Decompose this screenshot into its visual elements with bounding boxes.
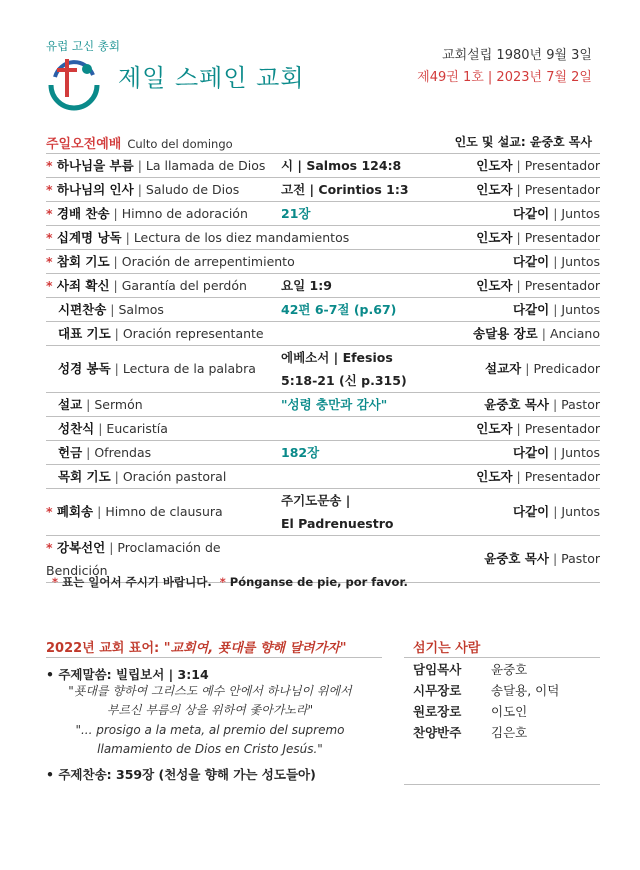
item-role: 윤중호 목사 | Pastor	[484, 397, 600, 412]
service-title-es: Culto del domingo	[127, 137, 233, 151]
theme-hymn: • 주제찬송: 359장 (천성을 향해 가는 성도들아)	[46, 767, 316, 782]
item-label: * 경배 찬송 | Himno de adoración	[46, 206, 248, 221]
item-role: 윤중호 목사 | Pastor	[484, 551, 600, 566]
servant-role: 찬양반주	[413, 725, 462, 740]
worship-row	[46, 273, 600, 297]
item-role: 다같이 | Juntos	[512, 302, 600, 317]
item-label: 대표 기도 | Oración representante	[58, 326, 264, 341]
servants-divider	[404, 657, 600, 658]
servant-entry	[413, 701, 559, 722]
item-label: * 사죄 확신 | Garantía del perdón	[46, 278, 247, 293]
item-reference: 42편 6-7절 (p.67)	[281, 302, 397, 317]
item-reference: 요일 1:9	[281, 278, 332, 293]
servant-name: 이도인	[491, 704, 528, 719]
servant-name: 김은호	[491, 725, 528, 740]
worship-row	[46, 153, 600, 177]
item-label: 성경 봉독 | Lectura de la palabra	[58, 361, 256, 376]
item-role: 다같이 | Juntos	[512, 504, 600, 519]
item-role: 다같이 | Juntos	[512, 445, 600, 460]
item-role: 인도자 | Presentador	[476, 158, 600, 173]
item-label: * 십계명 낭독 | Lectura de los diez mandamientos	[46, 230, 350, 245]
worship-row	[46, 345, 600, 392]
verse-title: • 주제말씀: 빌립보서 | 3:14	[46, 667, 209, 682]
item-role: 인도자 | Presentador	[476, 230, 600, 245]
item-reference: 182장	[281, 445, 320, 460]
note-es: Pónganse de pie, por favor.	[229, 575, 408, 589]
motto-heading	[46, 637, 347, 656]
verse-ko-line2: 부르신 부름의 상을 위하여 좇아가노라"	[106, 703, 314, 717]
verse-spanish	[0, 721, 420, 759]
worship-row	[46, 488, 600, 535]
item-reference: "성령 충만과 감사"	[281, 397, 388, 412]
item-role: 인도자 | Presentador	[476, 469, 600, 484]
note-ko: 표는 일어서 주시기 바랍니다.	[62, 575, 212, 589]
servant-name: 윤중호	[491, 662, 528, 677]
item-role: 인도자 | Presentador	[476, 182, 600, 197]
item-reference: 고전 | Corintios 1:3	[281, 182, 409, 197]
worship-row	[46, 177, 600, 201]
worship-row	[46, 392, 600, 416]
verse-ko-line1: "푯대를 향하여 그리스도 예수 안에서 하나님이 위에서	[68, 684, 352, 698]
servants-bottom-divider	[404, 784, 600, 785]
item-reference: 에베소서 | Efesios 5:18-21 (신 p.315)	[281, 350, 407, 388]
servants-title: 섬기는 사람	[413, 641, 481, 656]
item-reference: 21장	[281, 206, 311, 221]
worship-row	[46, 297, 600, 321]
worship-row	[46, 321, 600, 345]
item-role: 다같이 | Juntos	[512, 206, 600, 221]
servant-role: 담임목사	[413, 662, 462, 677]
verse-es-line1: "... prosigo a la meta, al premio del supremo	[75, 723, 345, 737]
servants-list	[413, 659, 559, 743]
church-logo-icon	[45, 55, 103, 111]
worship-row	[46, 416, 600, 440]
motto-label: 2022년 교회 표어:	[46, 641, 164, 656]
item-label: * 강복선언 | Proclamación de Bendición	[46, 540, 221, 578]
issue-info: 제49권 1호 | 2023년 7월 2일	[417, 70, 592, 85]
item-label: * 폐회송 | Himno de clausura	[46, 504, 223, 519]
order-of-worship	[46, 153, 600, 583]
item-label: 성찬식 | Eucaristía	[58, 421, 168, 436]
motto-quote: "교회여, 푯대를 향해 달려가자"	[163, 641, 347, 656]
item-role: 설교자 | Predicador	[485, 361, 600, 376]
item-label: * 하나님을 부름 | La llamada de Dios	[46, 158, 266, 173]
item-label: * 하나님의 인사 | Saludo de Dios	[46, 182, 240, 197]
worship-row	[46, 201, 600, 225]
verse-korean	[0, 682, 420, 720]
servant-entry	[413, 680, 559, 701]
servant-name: 송달용, 이덕	[491, 683, 560, 698]
item-role: 다같이 | Juntos	[512, 254, 600, 269]
worship-row	[46, 249, 600, 273]
motto-divider	[46, 657, 382, 658]
item-role: 인도자 | Presentador	[476, 421, 600, 436]
worship-row	[46, 464, 600, 488]
service-leader: 인도 및 설교: 윤중호 목사	[454, 135, 592, 149]
service-title	[46, 133, 233, 152]
item-label: 목회 기도 | Oración pastoral	[58, 469, 227, 484]
servant-entry	[413, 722, 559, 743]
worship-row	[46, 440, 600, 464]
church-name: 제일 스페인 교회	[118, 64, 305, 92]
item-reference: 시 | Salmos 124:8	[281, 158, 402, 173]
service-title-ko: 주일오전예배	[46, 137, 122, 152]
item-label: 설교 | Sermón	[58, 397, 143, 412]
item-label: 시편찬송 | Salmos	[58, 302, 164, 317]
founded-date: 교회설립 1980년 9월 3일	[442, 48, 592, 63]
verse-es-line2: llamamiento de Dios en Cristo Jesús."	[97, 742, 323, 756]
item-label: 헌금 | Ofrendas	[58, 445, 152, 460]
servant-role: 원로장로	[413, 704, 462, 719]
item-label: * 참회 기도 | Oración de arrepentimiento	[46, 254, 295, 269]
item-reference: 주기도문송 | El Padrenuestro	[281, 493, 394, 531]
worship-row	[46, 225, 600, 249]
servant-role: 시무장로	[413, 683, 462, 698]
denomination-label: 유럽 고신 총회	[46, 39, 120, 53]
standing-note: * 표는 일어서 주시기 바랍니다. * Pónganse de pie, por favor.	[52, 575, 408, 589]
item-role: 인도자 | Presentador	[476, 278, 600, 293]
servant-entry	[413, 659, 559, 680]
item-role: 송달용 장로 | Anciano	[473, 326, 600, 341]
